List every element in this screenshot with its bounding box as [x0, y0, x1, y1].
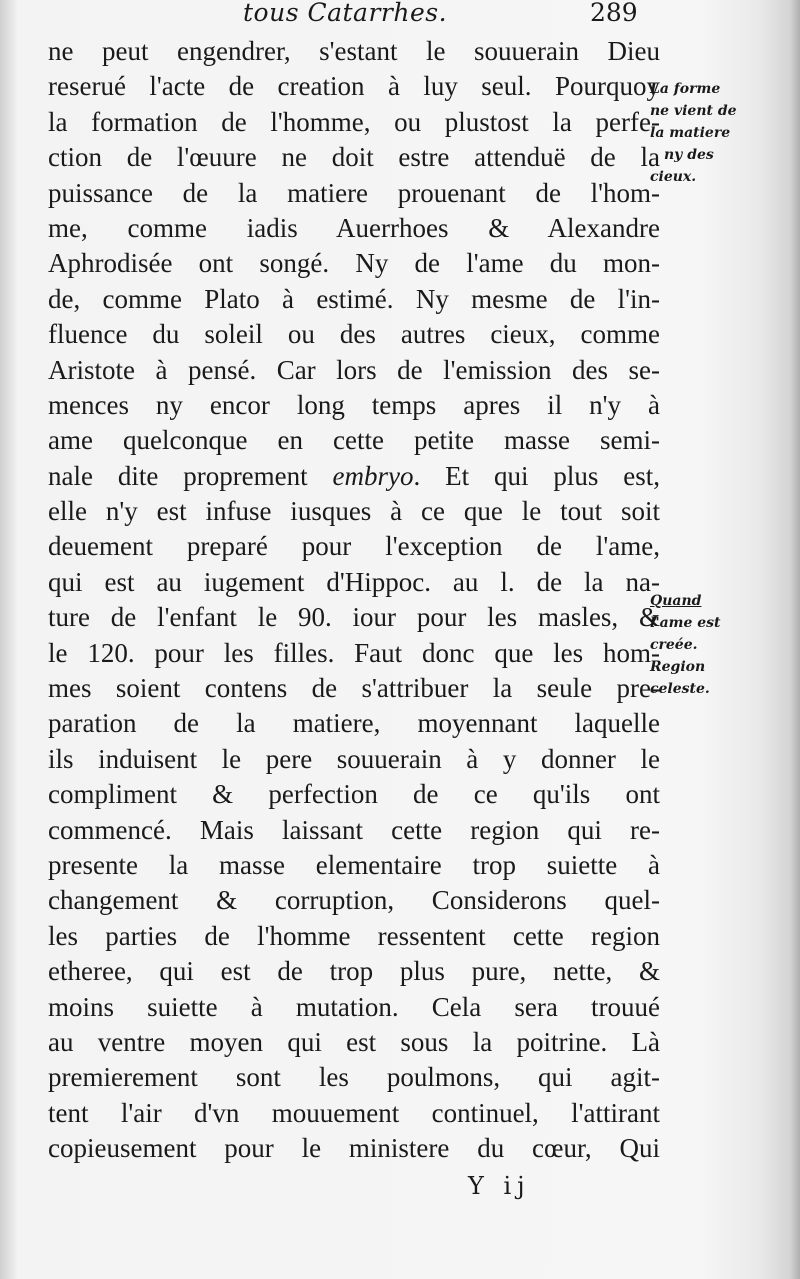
- text-line: moins suiette à mutation. Cela sera trouué: [48, 991, 660, 1022]
- page-header: [0, 0, 800, 34]
- text-line: copieusement pour le ministere du cœur, Qui: [48, 1133, 660, 1164]
- text-line: ame quelconque en cette petite masse semi-: [48, 425, 660, 456]
- text-line: me, comme iadis Auerrhoes & Alexandre: [48, 212, 660, 243]
- margin-note-forme: [650, 78, 770, 188]
- text-line: mences ny encor long temps apres il n'y à: [48, 389, 660, 420]
- text-line: au ventre moyen qui est sous la poitrine. Là: [48, 1026, 660, 1057]
- text-line: presente la masse elementaire trop suiette à: [48, 849, 660, 880]
- margin-note-quand: [650, 590, 770, 700]
- italic-word: embryo: [332, 460, 414, 491]
- margin-note-line: celeste.: [650, 681, 710, 697]
- margin-note-line: Quand: [650, 593, 702, 609]
- margin-note-line: l'ame est: [650, 615, 721, 631]
- text-line: elle n'y est infuse iusques à ce que le tout soit: [48, 496, 660, 527]
- text-line: ction de l'œuure ne doit estre attenduë de la: [48, 142, 660, 173]
- text-line: mes soient contens de s'attribuer la seule pre-: [48, 673, 660, 704]
- text-line: paration de la matiere, moyennant laquelle: [48, 708, 660, 739]
- text-line: le 120. pour les filles. Faut donc que les hom-: [48, 637, 660, 668]
- margin-note-line: Region: [650, 659, 706, 675]
- margin-note-line: la matiere: [650, 125, 731, 141]
- main-text-block: [48, 34, 660, 1167]
- margin-note-line: creée.: [650, 637, 698, 653]
- text-line: ils induisent le pere souuerain à y donner le: [48, 743, 660, 774]
- text-line: deuement preparé pour l'exception de l'ame,: [48, 531, 660, 562]
- text-line: reserué l'acte de creation à luy seul. Pourquoy: [48, 71, 660, 102]
- running-title: tous Catarrhes.: [243, 0, 448, 27]
- text-line: les parties de l'homme ressentent cette region: [48, 920, 660, 951]
- text-line: la formation de l'homme, ou plustost la perfe-: [48, 106, 660, 137]
- text-line: tent l'air d'vn mouuement continuel, l'attirant: [48, 1097, 660, 1128]
- text-line: commencé. Mais laissant cette region qui re-: [48, 814, 660, 845]
- margin-note-line: cieux.: [650, 169, 697, 185]
- text-line: premierement sont les poulmons, qui agit-: [48, 1062, 660, 1093]
- margin-note-line: ny des: [664, 147, 714, 163]
- text-line: qui est au iugement d'Hippoc. au l. de la na-: [48, 566, 660, 597]
- page-number: 289: [590, 0, 638, 27]
- text-line: Aristote à pensé. Car lors de l'emission des se-: [48, 354, 660, 385]
- margin-note-line: ne vient de: [650, 103, 737, 119]
- text-line: de, comme Plato à estimé. Ny mesme de l'in-: [48, 283, 660, 314]
- text-line: Aphrodisée ont songé. Ny de l'ame du mon-: [48, 248, 660, 279]
- text-line: compliment & perfection de ce qu'ils ont: [48, 779, 660, 810]
- text-line: puissance de la matiere prouenant de l'hom-: [48, 177, 660, 208]
- text-line: fluence du soleil ou des autres cieux, comme: [48, 319, 660, 350]
- text-line: etheree, qui est de trop plus pure, nette, &: [48, 956, 660, 987]
- text-line: nale dite proprement embryo. Et qui plus est,: [48, 460, 660, 491]
- text-line: changement & corruption, Considerons quel-: [48, 885, 660, 916]
- text-line: ne peut engendrer, s'estant le souuerain Dieu: [48, 36, 660, 66]
- text-line: ture de l'enfant le 90. iour pour les masles, &: [48, 602, 660, 633]
- page-edge-shadow: [790, 0, 800, 1279]
- margin-note-line: La forme: [650, 81, 721, 97]
- signature-mark: Y ij: [468, 1172, 531, 1200]
